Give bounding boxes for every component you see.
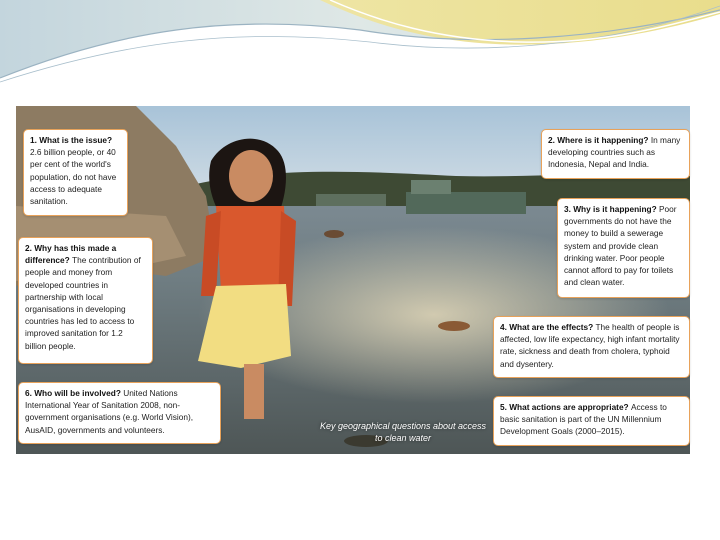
callout-question: 5. What actions are appropriate? — [500, 402, 631, 412]
callout-answer: Access to basic sanitation is part of the UN Millennium Development Goals (2000–2015). — [500, 402, 667, 437]
callout-why-is-it-happening — [557, 198, 690, 298]
photo-caption: Key geographical questions about access to clean water — [319, 421, 487, 443]
callout-question: 1. What is the issue? — [30, 135, 113, 145]
callout-what-is-the-issue — [23, 129, 128, 216]
callout-who-will-be-involved — [18, 382, 221, 444]
callout-answer: In many developing countries such as Indonesia, Nepal and India. — [548, 135, 681, 170]
callout-what-are-the-effects — [493, 316, 690, 378]
callout-answer: United Nations International Year of Sanitation 2008, non-government organisations (e.g. World Vision), AusAID, governments and volunteers. — [25, 388, 194, 435]
callout-question: 2. Why has this made a difference? — [25, 243, 117, 266]
callout-question: 3. Why is it happening? — [564, 204, 659, 214]
callout-answer: Poor governments do not have the money to build a sewerage system and provide clean drinking water. Poor people cannot afford to pay for toilets and clean water. — [564, 204, 677, 288]
callout-why-made-difference — [18, 237, 153, 364]
callout-answer: The contribution of people and money from developed countries in partnership with local organisations in developing countries has led to access to improved sanitation for 1.2 billion people. — [25, 255, 141, 351]
callout-answer: 2.6 billion people, or 40 per cent of the world's population, do not have access to adequate sanitation. — [30, 147, 117, 207]
callout-answer: The health of people is affected, low life expectancy, high infant mortality rate, sickness and death from cholera, typhoid and dysentery. — [500, 322, 680, 369]
callout-question: 2. Where is it happening? — [548, 135, 651, 145]
decorative-banner — [0, 0, 720, 100]
callout-what-actions-appropriate — [493, 396, 690, 446]
callout-question: 6. Who will be involved? — [25, 388, 124, 398]
callout-where-is-it-happening — [541, 129, 690, 179]
callout-question: 4. What are the effects? — [500, 322, 596, 332]
